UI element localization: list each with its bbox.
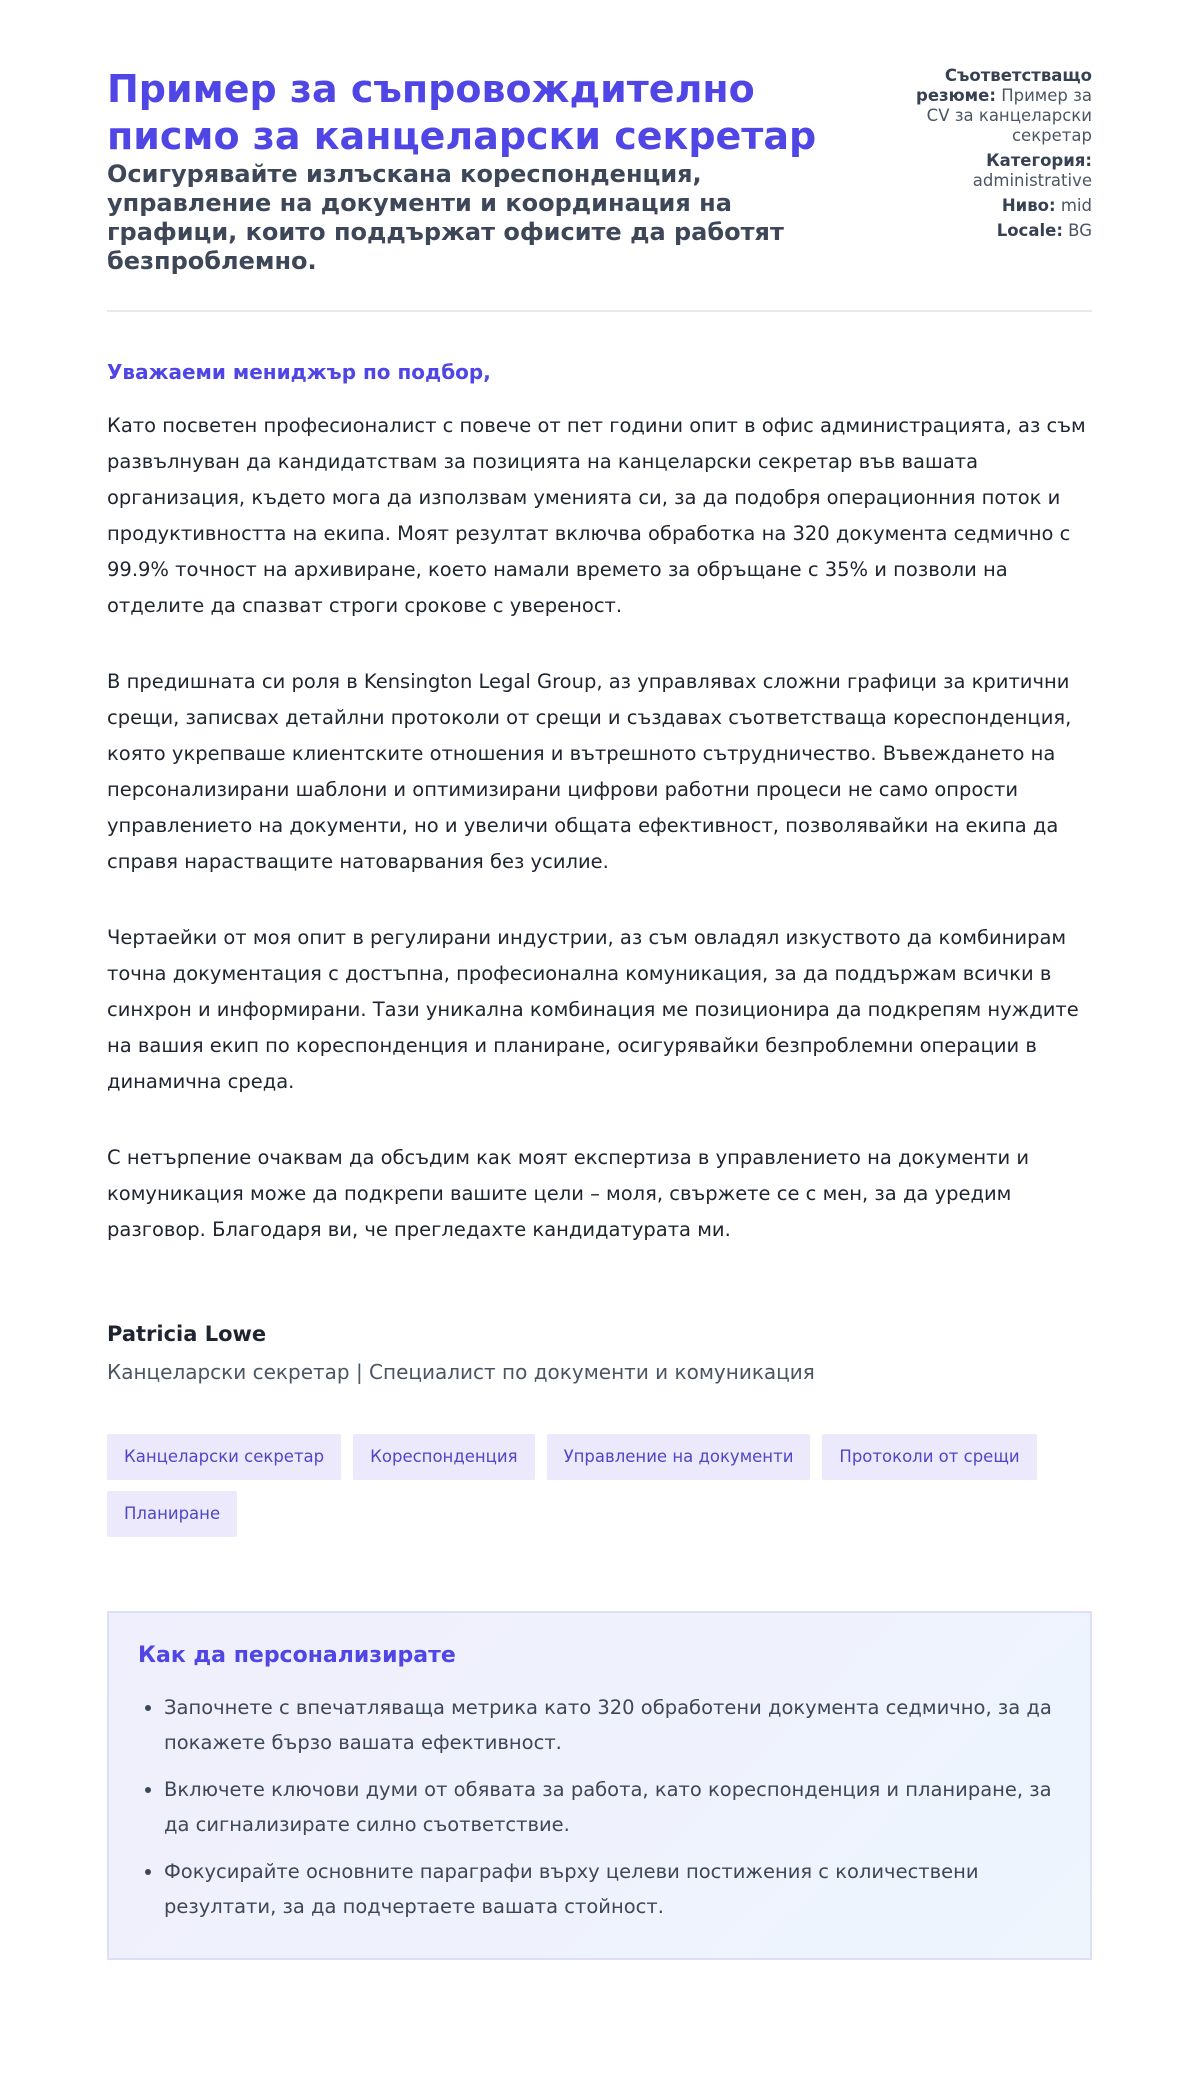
title-block xyxy=(107,66,867,276)
meta-value: BG xyxy=(1068,221,1092,240)
meta-panel xyxy=(892,66,1092,246)
letter-paragraph: Чертаейки от моя опит в регулирани индустрии, аз съм овладял изкуството да комбинирам точна документация с достъпна, професионална комуникация, за да поддържам всички в синхрон и информирани. Тази уникална комбинация ме позиционира да подкрепям нуждите на вашия екип по кореспонденция и планиране, осигурявайки безпроблемни операции в динамична среда. xyxy=(107,926,1079,1093)
page-title: Пример за съпровождително писмо за канцеларски секретар xyxy=(107,67,817,158)
page-subtitle: Осигурявайте излъскана кореспонденция, управление на документи и координация на графици, които поддържат офисите да работят безпроблемно. xyxy=(107,160,784,275)
meta-label: Съответстващо резюме: xyxy=(916,66,1092,105)
tag: Планиране xyxy=(107,1491,237,1537)
signature-name: Patricia Lowe xyxy=(107,1322,267,1346)
letter-body xyxy=(107,360,1092,1384)
tip-item: • Включете ключови думи от обявата за работа, като кореспонденция и планиране, за да сигнализирате силно съответствие. xyxy=(164,1772,1060,1842)
header xyxy=(107,66,1092,312)
meta-value: mid xyxy=(1060,196,1092,215)
meta-label: Locale: xyxy=(996,221,1063,240)
tip-item: • Започнете с впечатляваща метрика като 320 обработени документа седмично, за да покажете бързо вашата ефективност. xyxy=(164,1690,1060,1760)
tag: Протоколи от срещи xyxy=(822,1434,1036,1480)
meta-level xyxy=(892,196,1092,216)
meta-category xyxy=(892,151,1092,191)
signature-role: Канцеларски секретар | Специалист по документи и комуникация xyxy=(107,1360,815,1384)
letter-paragraph: С нетърпение очаквам да обсъдим как моят експертиза в управлението на документи и комуникация може да подкрепи вашите цели – моля, свържете се с мен, за да уредим разговор. Благодаря ви, че прегледахте кандидатурата ми. xyxy=(107,1146,1030,1241)
letter-paragraph: Като посветен професионалист с повече от пет години опит в офис администрацията, аз съм развълнуван да кандидатствам за позицията на канцеларски секретар във вашата организация, където мога да използвам уменията си, за да подобря операционния поток и продуктивността на екипа. Моят резултат включва обработка на 320 документа седмично с 99.9% точност на архивиране, което намали времето за обръщане с 35% и позволи на отделите да спазват строги срокове с увереност. xyxy=(107,414,1086,617)
tag-list xyxy=(107,1434,1092,1537)
meta-locale xyxy=(892,221,1092,241)
meta-matching-resume xyxy=(892,66,1092,146)
tag: Кореспонденция xyxy=(353,1434,534,1480)
tag: Канцеларски секретар xyxy=(107,1434,341,1480)
letter-greeting: Уважаеми мениджър по подбор, xyxy=(107,360,491,384)
customization-tips xyxy=(107,1611,1092,1960)
tips-title: Как да персонализирате xyxy=(138,1643,456,1668)
tag: Управление на документи xyxy=(547,1434,811,1480)
meta-value: administrative xyxy=(972,171,1092,190)
meta-value: Пример за CV за канцеларски секретар xyxy=(926,86,1092,145)
tips-list xyxy=(138,1690,1060,1924)
tip-item: • Фокусирайте основните параграфи върху целеви постижения с количествени резултати, за да подчертаете вашата стойност. xyxy=(164,1854,1060,1924)
meta-label: Ниво: xyxy=(1001,196,1056,215)
meta-label: Категория: xyxy=(986,151,1092,170)
letter-paragraph: В предишната си роля в Kensington Legal Group, аз управлявах сложни графици за критични срещи, записвах детайлни протоколи от срещи и създавах съответстваща кореспонденция, която укрепваше клиентските отношения и вътрешното сътрудничество. Въвеждането на персонализирани шаблони и оптимизирани цифрови работни процеси не само опрости управлението на документи, но и увеличи общата ефективност, позволявайки на екипа да справя нарастващите натоварвания без усилие. xyxy=(107,670,1072,873)
